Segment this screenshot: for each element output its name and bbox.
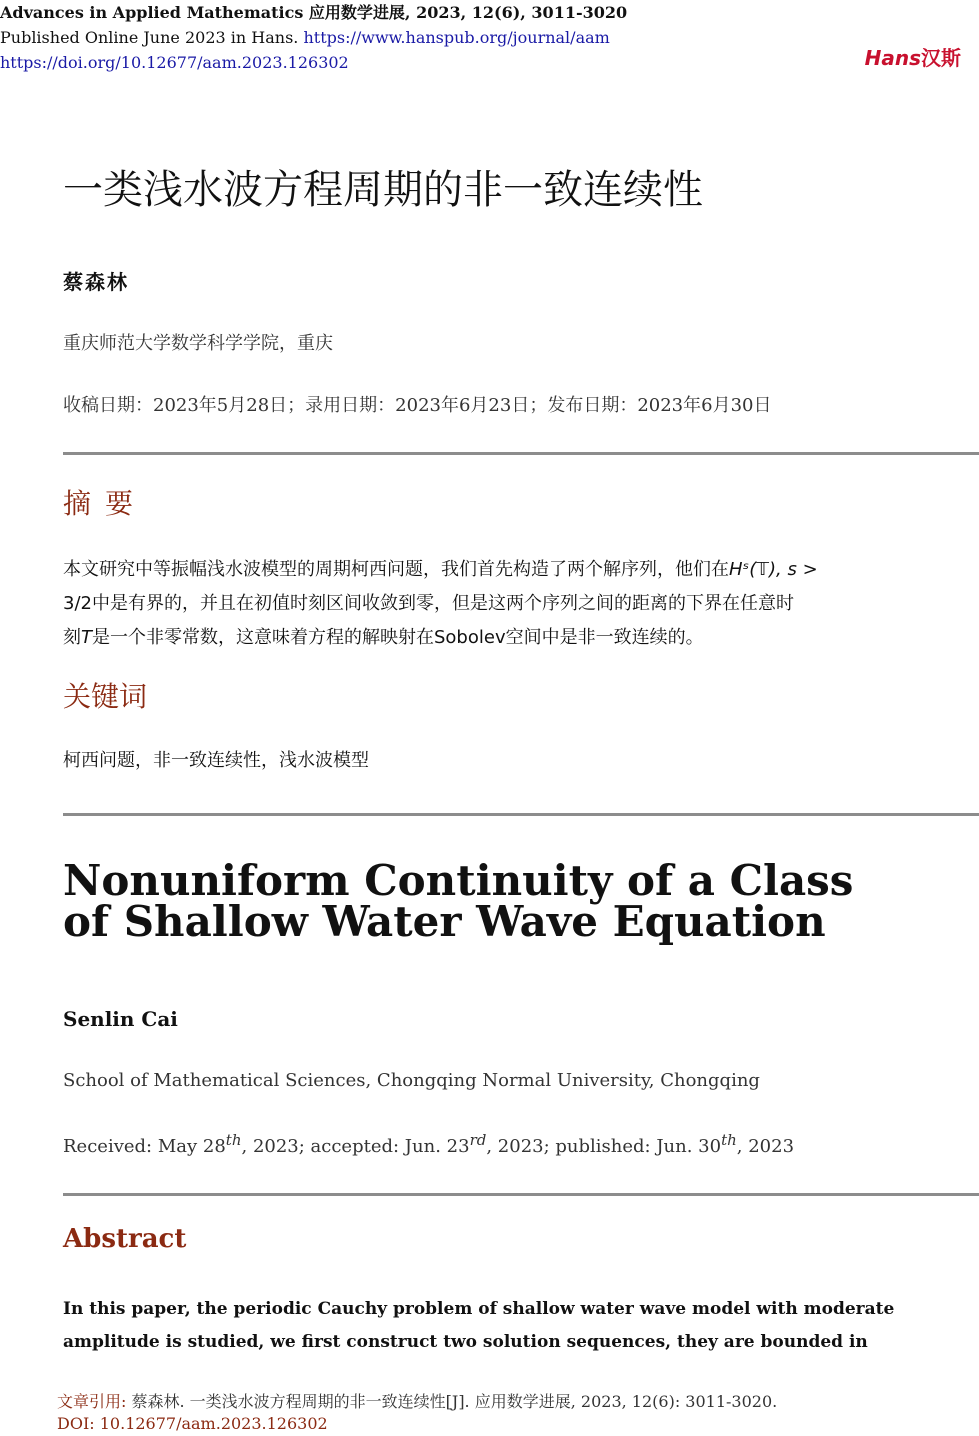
keywords-cn: 柯西问题，非一致连续性，浅水波模型 bbox=[63, 750, 369, 771]
author-cn: 蔡森林 bbox=[63, 270, 129, 294]
divider bbox=[63, 1193, 979, 1196]
dates-en-sup: rd bbox=[469, 1131, 487, 1149]
paper-title-en bbox=[63, 856, 965, 946]
abstract-heading-en: Abstract bbox=[63, 1224, 187, 1254]
affiliation-en: School of Mathematical Sciences, Chongqing Normal University, Chongqing bbox=[63, 1070, 760, 1091]
dates-en-part: , 2023; published: Jun. 30 bbox=[486, 1136, 722, 1157]
abstract-cn-math2: T bbox=[81, 627, 92, 648]
dates-en-sup: th bbox=[721, 1131, 737, 1149]
title-en-line1: Nonuniform Continuity of a Class bbox=[63, 856, 854, 905]
cite-text: 蔡森林. 一类浅水波方程周期的非一致连续性[J]. 应用数学进展, 2023, 12(6): 3011-3020. bbox=[131, 1392, 778, 1411]
abstract-cn-line3a: 刻 bbox=[63, 627, 81, 648]
journal-link[interactable]: https://www.hanspub.org/journal/aam bbox=[303, 28, 610, 47]
dates-en-part: , 2023 bbox=[736, 1136, 795, 1157]
hans-logo bbox=[865, 42, 961, 71]
abstract-cn-line2: 3/2中是有界的，并且在初值时刻区间收敛到零，但是这两个序列之间的距离的下界在任意时 bbox=[63, 593, 794, 614]
abstract-en bbox=[63, 1293, 965, 1359]
abstract-cn-line1: 本文研究中等振幅浅水波模型的周期柯西问题，我们首先构造了两个解序列，他们在 bbox=[63, 559, 729, 580]
footer-doi: DOI: 10.12677/aam.2023.126302 bbox=[57, 1414, 328, 1433]
logo-cn: 汉斯 bbox=[921, 46, 961, 70]
dates-en bbox=[63, 1131, 965, 1157]
journal-header bbox=[0, 0, 627, 75]
published-line bbox=[0, 25, 627, 50]
abstract-en-line2: amplitude is studied, we first construct two solution sequences, they are bounded in bbox=[63, 1332, 868, 1352]
journal-citation: Advances in Applied Mathematics 应用数学进展, 2023, 12(6), 3011-3020 bbox=[0, 3, 628, 22]
dates-en-sup: th bbox=[225, 1131, 242, 1149]
abstract-cn bbox=[63, 553, 965, 655]
dates-cn: 收稿日期：2023年5月28日；录用日期：2023年6月23日；发布日期：2023年6月30日 bbox=[63, 395, 772, 416]
dates-en-part: , 2023; accepted: Jun. 23 bbox=[241, 1136, 470, 1157]
abstract-heading-cn: 摘要 bbox=[63, 487, 148, 520]
dates-en-part: Received: May 28 bbox=[63, 1136, 226, 1157]
logo-latin: Hans bbox=[864, 46, 921, 70]
doi-link[interactable]: https://doi.org/10.12677/aam.2023.126302 bbox=[0, 53, 349, 72]
published-prefix: Published Online June 2023 in Hans. bbox=[0, 28, 304, 47]
title-en-line2: of Shallow Water Wave Equation bbox=[63, 897, 826, 946]
abstract-cn-line3b: 是一个非零常数，这意味着方程的解映射在Sobolev空间中是非一致连续的。 bbox=[92, 627, 704, 648]
paper-title-cn: 一类浅水波方程周期的非一致连续性 bbox=[63, 167, 703, 213]
divider bbox=[63, 452, 979, 455]
citation-footer bbox=[57, 1391, 777, 1435]
cite-label: 文章引用: bbox=[57, 1392, 132, 1411]
divider bbox=[63, 813, 979, 816]
author-en: Senlin Cai bbox=[63, 1007, 178, 1031]
abstract-en-line1: In this paper, the periodic Cauchy problem of shallow water wave model with moderate bbox=[63, 1299, 895, 1319]
affiliation-cn: 重庆师范大学数学科学学院，重庆 bbox=[63, 333, 333, 354]
keywords-heading-cn: 关键词 bbox=[63, 680, 148, 713]
abstract-cn-math1: Hˢ(𝕋), s > bbox=[729, 559, 818, 580]
